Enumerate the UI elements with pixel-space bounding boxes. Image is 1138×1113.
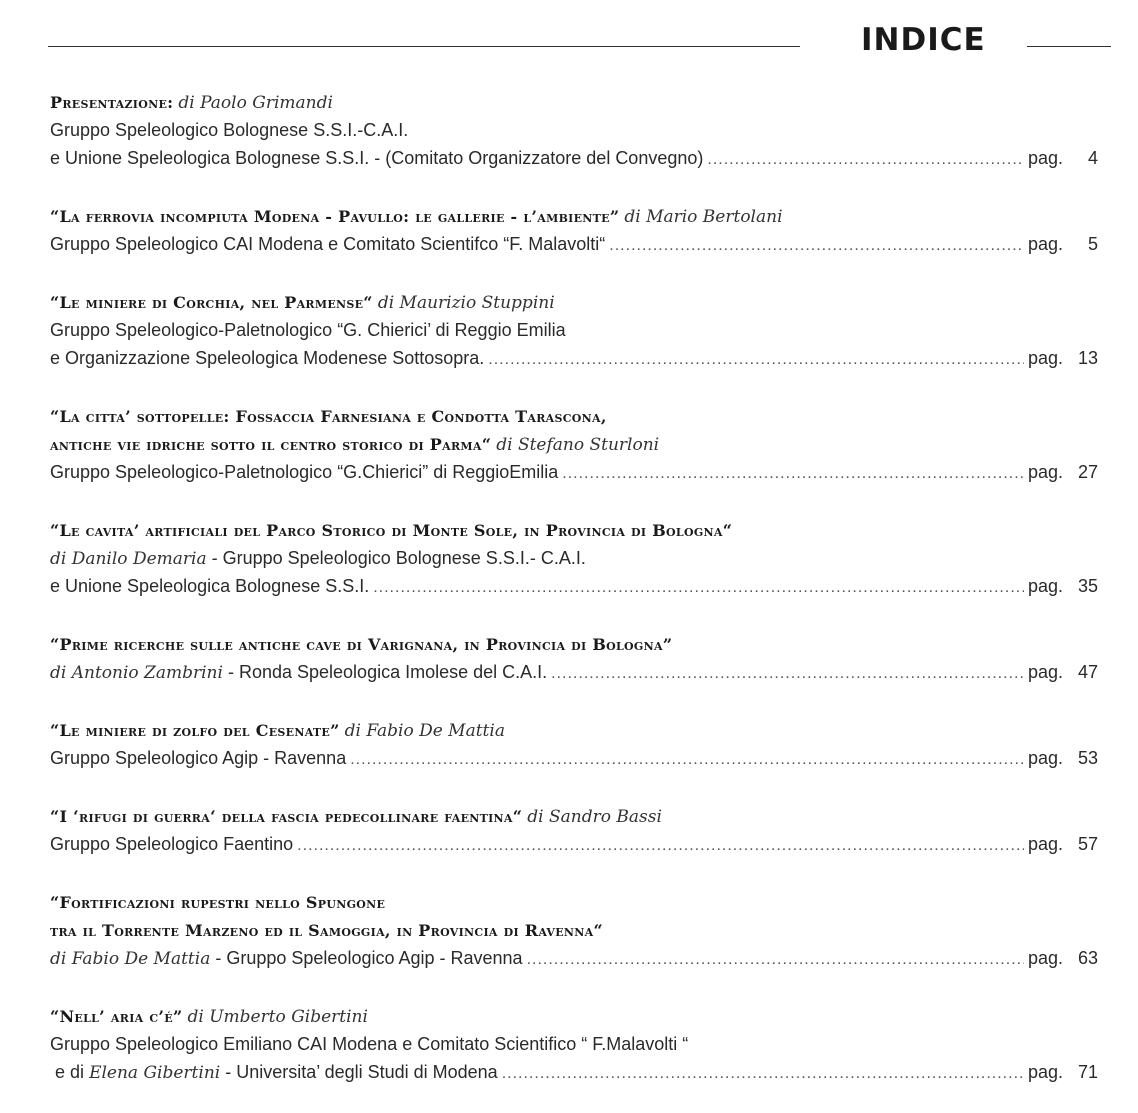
entry-title: “Prime ricerche sulle antiche cave di Varignana, in Provincia di Bologna” (50, 635, 673, 654)
page-reference: pag. 57 (1028, 830, 1098, 858)
entry-affiliation: Gruppo Speleologico Faentino (50, 834, 294, 854)
table-of-contents (50, 88, 1098, 1086)
entry-affiliation: e Unione Speleologica Bolognese S.S.I. - (Comitato Organizzatore del Convegno) (50, 148, 704, 168)
entry-author: di Umberto Gibertini (187, 1007, 368, 1027)
page-reference: pag. 71 (1028, 1058, 1098, 1086)
dot-leader (297, 832, 1024, 858)
page-number: 13 (1077, 348, 1098, 368)
entry-affiliation-prefix: e di (55, 1062, 85, 1082)
dot-leader (373, 574, 1024, 600)
dot-leader (707, 146, 1024, 172)
page-reference: pag. 47 (1028, 658, 1098, 686)
entry-affiliation: - Ronda Speleologica Imolese del C.A.I. (227, 662, 548, 682)
page-reference: pag. 35 (1028, 572, 1098, 600)
dot-leader (488, 346, 1024, 372)
entry-affiliation: - Gruppo Speleologico Bolognese S.S.I.- C.A.I. (211, 548, 586, 568)
toc-entry-fortificazioni[interactable] (50, 888, 1098, 972)
entry-title: “Le miniere di Corchia, nel Parmense“ (50, 293, 373, 312)
page-number: 63 (1077, 948, 1098, 968)
header-rule-left (48, 46, 800, 47)
page-number: 71 (1077, 1062, 1098, 1082)
toc-entry-zolfo-cesenate[interactable] (50, 716, 1098, 772)
entry-coauthor: Elena Gibertini (89, 1063, 221, 1083)
entry-author: di Fabio De Mattia (50, 949, 211, 969)
entry-affiliation: e Unione Speleologica Bolognese S.S.I. (50, 576, 370, 596)
entry-affiliation: Gruppo Speleologico Emiliano CAI Modena e Comitato Scientifico “ F.Malavolti “ (50, 1034, 689, 1054)
entry-title: Presentazione: (50, 93, 174, 112)
page-number: 47 (1077, 662, 1098, 682)
entry-affiliation: Gruppo Speleologico Agip - Ravenna (50, 748, 347, 768)
page-number: 27 (1077, 462, 1098, 482)
header-rule-right (1027, 46, 1111, 47)
dot-leader (502, 1060, 1024, 1086)
entry-title: “Nell’ aria c’é” (50, 1007, 183, 1026)
entry-title: “Le miniere di zolfo del Cesenate” (50, 721, 340, 740)
entry-author: di Maurizio Stuppini (377, 293, 555, 313)
toc-entry-ferrovia[interactable] (50, 202, 1098, 258)
entry-author: di Danilo Demaria (50, 549, 207, 569)
page-reference: pag. 63 (1028, 944, 1098, 972)
page-reference: pag. 53 (1028, 744, 1098, 772)
toc-entry-rifugi-guerra[interactable] (50, 802, 1098, 858)
entry-title-continued: antiche vie idriche sotto il centro storico di Parma“ (50, 435, 492, 454)
entry-affiliation: - Universita’ degli Studi di Modena (225, 1062, 498, 1082)
page-reference: pag. 13 (1028, 344, 1098, 372)
toc-entry-aria[interactable] (50, 1002, 1098, 1086)
page-header (0, 0, 1138, 70)
entry-author: di Sandro Bassi (527, 807, 662, 827)
entry-author: di Fabio De Mattia (344, 721, 505, 741)
toc-entry-miniere-corchia[interactable] (50, 288, 1098, 372)
page-number: 5 (1087, 234, 1098, 254)
entry-title: “Le cavita’ artificiali del Parco Storico di Monte Sole, in Provincia di Bologna“ (50, 521, 733, 540)
dot-leader (350, 746, 1024, 772)
page-reference: pag. 4 (1028, 144, 1098, 172)
page-number: 57 (1077, 834, 1098, 854)
page-reference: pag. 5 (1028, 230, 1098, 258)
dot-leader (551, 660, 1024, 686)
entry-affiliation: Gruppo Speleologico Bolognese S.S.I.-C.A.I. (50, 120, 409, 140)
entry-author: di Mario Bertolani (624, 207, 783, 227)
entry-title: “La ferrovia incompiuta Modena - Pavullo: le gallerie - l’ambiente” (50, 207, 620, 226)
page-number: 4 (1087, 148, 1098, 168)
entry-affiliation: Gruppo Speleologico-Paletnologico “G.Chierici” di ReggioEmilia (50, 462, 559, 482)
toc-entry-presentazione[interactable] (50, 88, 1098, 172)
dot-leader (527, 946, 1024, 972)
toc-entry-monte-sole[interactable] (50, 516, 1098, 600)
toc-entry-citta-sottopelle[interactable] (50, 402, 1098, 486)
page-number: 53 (1077, 748, 1098, 768)
page-title: INDICE (861, 22, 986, 58)
entry-affiliation: e Organizzazione Speleologica Modenese Sottosopra. (50, 348, 485, 368)
page-reference: pag. 27 (1028, 458, 1098, 486)
entry-title: “I ‘rifugi di guerra‘ della fascia pedecollinare faentina“ (50, 807, 523, 826)
entry-affiliation: - Gruppo Speleologico Agip - Ravenna (215, 948, 523, 968)
toc-entry-varignana[interactable] (50, 630, 1098, 686)
entry-affiliation: Gruppo Speleologico-Paletnologico “G. Chierici’ di Reggio Emilia (50, 320, 566, 340)
page-number: 35 (1077, 576, 1098, 596)
dot-leader (562, 460, 1024, 486)
entry-title-continued: tra il Torrente Marzeno ed il Samoggia, in Provincia di Ravenna“ (50, 921, 603, 940)
entry-title: “Fortificazioni rupestri nello Spungone (50, 893, 386, 912)
entry-author: di Paolo Grimandi (178, 93, 333, 113)
dot-leader (609, 232, 1024, 258)
entry-affiliation: Gruppo Speleologico CAI Modena e Comitato Scientifco “F. Malavolti“ (50, 234, 606, 254)
entry-author: di Antonio Zambrini (50, 663, 223, 683)
entry-title: “La citta’ sottopelle: Fossaccia Farnesiana e Condotta Tarascona, (50, 407, 607, 426)
entry-author: di Stefano Sturloni (496, 435, 660, 455)
